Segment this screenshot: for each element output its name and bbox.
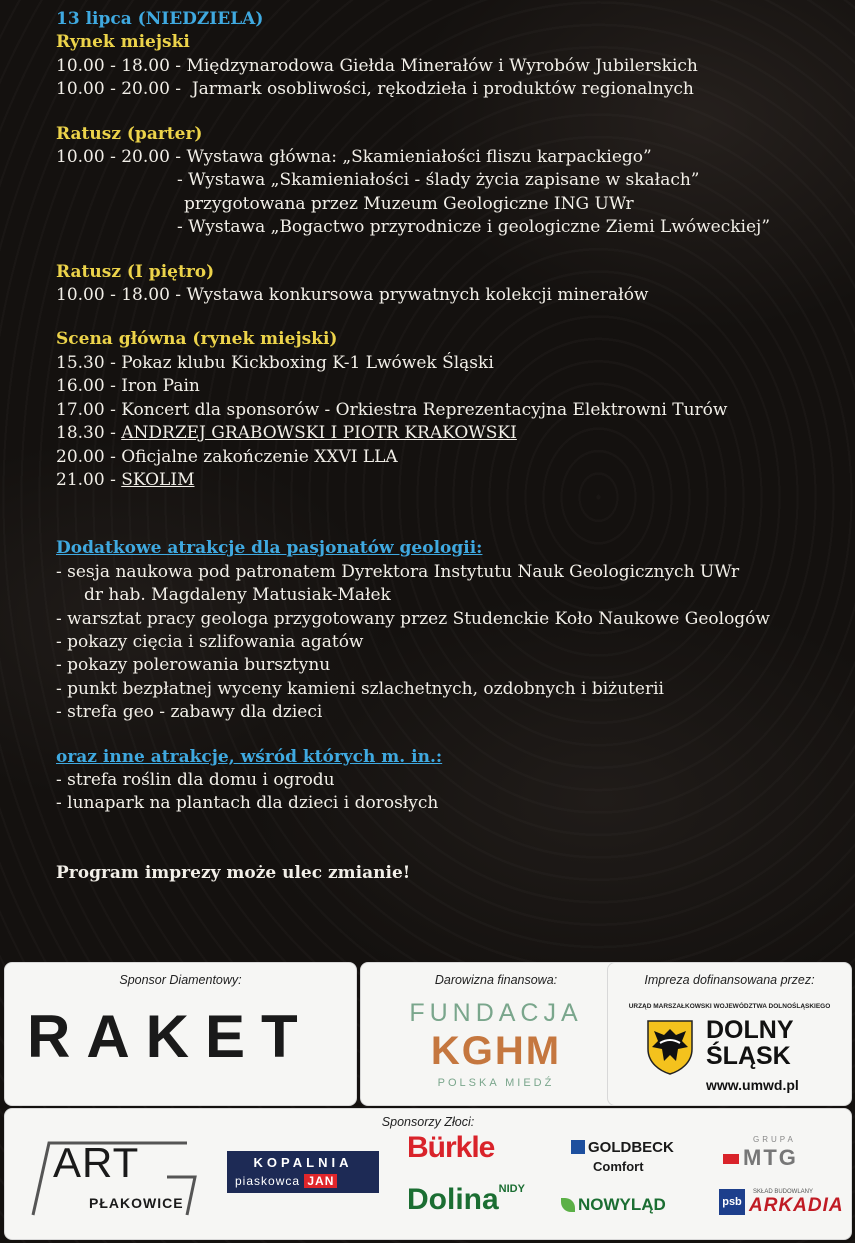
program-item: - Wystawa „Skamieniałości - ślady życia zapisane w skałach”	[177, 170, 700, 191]
sponsor-diamond-title: Sponsor Diamentowy:	[119, 973, 242, 987]
nowylad-name: NOWYLĄD	[578, 1195, 666, 1214]
stage-act-headliner: ANDRZEJ GRABOWSKI I PIOTR KRAKOWSKI	[121, 423, 517, 444]
kopalnia-piaskowca: piaskowca	[235, 1174, 301, 1188]
stage-item	[56, 446, 846, 469]
extras-item: - punkt bezpłatnej wyceny kamieni szlachetnych, ozdobnych i biżuterii	[56, 678, 664, 699]
goldbeck-name: GOLDBECK	[588, 1139, 674, 1156]
mtg-name: MTG	[743, 1145, 798, 1170]
kopalnia-bottom	[235, 1174, 337, 1188]
eagle-crest-icon	[646, 1019, 694, 1075]
venue-ratusz-parter-title: Ratusz (parter)	[56, 123, 203, 144]
stage-time: 21.00 -	[56, 469, 122, 490]
psb-logo: psb	[719, 1189, 745, 1215]
mtg-logo	[723, 1145, 798, 1171]
stage-act: Pokaz klubu Kickboxing K-1 Lwówek Śląski	[121, 352, 494, 373]
stage-act-headliner: SKOLIM	[121, 469, 195, 490]
others-item: - lunapark na plantach dla dzieci i dorosłych	[56, 793, 439, 814]
nowylad-logo	[561, 1195, 666, 1215]
extras-item: dr hab. Magdaleny Matusiak-Małek	[84, 585, 391, 606]
goldbeck-comfort: Comfort	[593, 1159, 644, 1174]
sponsor-diamond-card	[4, 962, 357, 1106]
marshal-office-label: URZĄD MARSZAŁKOWSKI WOJEWÓDZTWA DOLNOŚLĄSKIEGO	[628, 1003, 831, 1010]
sponsor-donation-title: Darowizna finansowa:	[434, 973, 558, 987]
stage-item	[56, 375, 846, 398]
extras-item: - strefa geo - zabawy dla dzieci	[56, 702, 323, 723]
others-title: oraz inne atrakcje, wśród których m. in.:	[56, 746, 443, 767]
sponsor-region-title: Impreza dofinansowana przez:	[644, 973, 815, 987]
change-notice: Program imprezy może ulec zmianie!	[56, 862, 411, 883]
dolny-line: DOLNY	[706, 1016, 794, 1044]
stage-item	[56, 399, 846, 422]
kopalnia-jan-logo	[227, 1151, 379, 1193]
program-item: 10.00 - 20.00 - Jarmark osobliwości, rękodzieła i produktów regionalnych	[56, 79, 694, 100]
program-item: przygotowana przez Muzeum Geologiczne ING UWr	[184, 193, 634, 214]
arkadia-tagline: SKŁAD BUDOWLANY	[753, 1189, 814, 1195]
sponsor-donation-card	[360, 962, 632, 1106]
kopalnia-top: KOPALNIA	[253, 1155, 353, 1170]
stage-time: 18.30 -	[56, 423, 122, 444]
stage-item	[56, 469, 846, 492]
dolny-slask-logo	[706, 1017, 794, 1069]
extras-item: - sesja naukowa pod patronatem Dyrektora Instytutu Nauk Geologicznych UWr	[56, 561, 740, 582]
art-plakowice-logo	[27, 1137, 202, 1217]
art-sub: PŁAKOWICE	[89, 1195, 184, 1211]
stage-act: Oficjalne zakończenie XXVI LLA	[121, 446, 398, 467]
program-item: 10.00 - 20.00 - Wystawa główna: „Skamieniałości fliszu karpackiego”	[56, 147, 652, 168]
venue-ratusz-pietro-title: Ratusz (I piętro)	[56, 261, 215, 282]
slask-line: ŚLĄSK	[706, 1042, 791, 1070]
venue-scena-title: Scena główna (rynek miejski)	[56, 329, 338, 350]
sponsor-region-card	[607, 962, 852, 1106]
goldbeck-mark-icon	[571, 1140, 585, 1154]
extras-item: - warsztat pracy geologa przygotowany przez Studenckie Koło Naukowe Geologów	[56, 608, 770, 629]
date-heading: 13 lipca (NIEDZIELA)	[56, 9, 264, 29]
raket-logo: RAKET	[27, 1003, 314, 1070]
art-name: ART	[53, 1139, 140, 1186]
kghm-logo: KGHM	[430, 1029, 562, 1073]
extras-title: Dodatkowe atrakcje dla pasjonatów geologii:	[56, 538, 483, 559]
fundacja-logo-line: FUNDACJA	[409, 999, 583, 1027]
kopalnia-jan: JAN	[304, 1174, 337, 1188]
dolina-nidy-logo	[407, 1183, 525, 1217]
leaf-icon	[561, 1198, 575, 1212]
others-item: - strefa roślin dla domu i ogrodu	[56, 769, 335, 790]
extras-item: - pokazy cięcia i szlifowania agatów	[56, 631, 364, 652]
extras-item: - pokazy polerowania bursztynu	[56, 655, 331, 676]
umwd-url: www.umwd.pl	[706, 1077, 799, 1093]
goldbeck-logo	[571, 1139, 674, 1156]
sponsor-gold-title: Sponsorzy Złoci:	[381, 1115, 475, 1129]
stage-item	[56, 422, 846, 445]
mtg-grupa: GRUPA	[753, 1135, 796, 1144]
program-item: 10.00 - 18.00 - Wystawa konkursowa prywatnych kolekcji minerałów	[56, 285, 649, 306]
stage-time: 17.00 -	[56, 399, 122, 420]
dolina-name: Dolina	[407, 1183, 499, 1216]
stage-item	[56, 352, 846, 375]
stage-act: Iron Pain	[121, 376, 200, 397]
dolina-nidy: NIDY	[498, 1183, 525, 1195]
event-program	[56, 8, 846, 885]
sponsor-gold-card	[4, 1108, 852, 1240]
stage-time: 16.00 -	[56, 376, 122, 397]
mtg-mark-icon	[723, 1154, 739, 1164]
stage-act: Koncert dla sponsorów - Orkiestra Reprezentacyjna Elektrowni Turów	[121, 399, 728, 420]
stage-time: 20.00 -	[56, 446, 122, 467]
venue-rynek-title: Rynek miejski	[56, 32, 190, 53]
program-item: 10.00 - 18.00 - Międzynarodowa Giełda Minerałów i Wyrobów Jubilerskich	[56, 55, 698, 76]
polska-miedz-line: POLSKA MIEDŹ	[437, 1077, 555, 1089]
arkadia-logo: ARKADIA	[749, 1195, 844, 1216]
program-item: - Wystawa „Bogactwo przyrodnicze i geologiczne Ziemi Lwóweckiej”	[177, 217, 771, 238]
stage-time: 15.30 -	[56, 352, 122, 373]
burkle-logo: Bürkle	[407, 1131, 495, 1164]
